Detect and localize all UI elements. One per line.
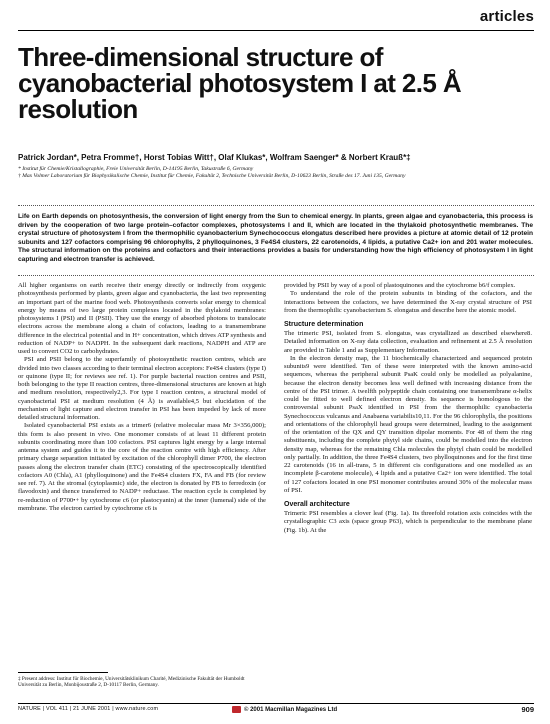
page-number: 909 bbox=[521, 705, 534, 714]
section-label: articles bbox=[479, 8, 534, 25]
footer-rule bbox=[18, 703, 534, 704]
abstract: Life on Earth depends on photosynthesis, the conversion of light energy from the Sun to chemical energy. In plants, green algae and cyanobacteria, this process is driven by the cooperation of two large protein–cofactor complexes, photosystems I and II, which are located in the thylakoid photosynthetic membranes. The crystal structure of photosystem I from the thermophilic cyanobacterium Synechococcus elongatus described here provides a picture at atomic detail of 12 protein subunits and 127 cofactors comprising 96 chlorophylls, 2 phylloquinones, 3 Fe4S4 clusters, 22 carotenoids, 4 lipids, a putative Ca2+ ion and 201 water molecules. The structural information on the proteins and cofactors and their interactions provides a basis for understanding how the high efficiency of photosystem I in light capturing and electron transfer is achieved. bbox=[18, 213, 533, 263]
abstract-bottom-rule bbox=[18, 275, 534, 276]
footnote: ‡ Present address: Institut für Biochemie, Universitätsklinikum Charité, Medizinische Fakultät der Humboldt Universität zu Berlin, Monbijoustraße 2, D-10117 Berlin, Germany. bbox=[18, 676, 245, 689]
body-paragraph: In the electron density map, the 11 biochemically characterized and sequenced protein subunits9 were identified. Ten of these were interpreted with the known amino-acid sequences, whereas the peripheral subunit PsaK could only be modelled as polyalanine, because the electron density becomes less well defined with increasing distance from the centre of the PSI trimer. A twelfth polypeptide chain containing one transmembrane α-helix could be fitted to well defined electron density. Its sequence is homologous to the controversial subunit PsaX identified in PSI from the thermophilic cyanobacteria Synechococcus vulcanus and Anabaena variabilis10,11. For the 96 chlorophylls, the positions and orientations of the chlorophyll head groups were determined, leading to the assignment of the orientation of the QX and QY transition dipolar moments. For 48 of them the ring substituents, including the complete phytyl side chains, could be modelled into the electron density map, whereas for the remaining Chla molecules the phytyl chain could be modelled only partially. In addition, the three Fe4S4 clusters, two phylloquinones and for the first time 22 carotenoids (16 in all-trans, 5 in different cis configurations and one modelled as an incomplete β-carotene molecule), 4 lipids and a putative Ca2+ ion were identified. The total of 127 cofactors located in one PSI monomer contributes around 30% of the molecular mass of PSI. bbox=[284, 354, 532, 494]
body-paragraph: To understand the role of the protein subunits in binding of the cofactors, and the interactions between the cofactors, we have determined the X-ray crystal structure of PSI from the thermophilic cyanobacterium S. elongatus and describe here the atomic model. bbox=[284, 290, 532, 314]
footnote-rule bbox=[18, 672, 108, 673]
body-paragraph: PSI and PSII belong to the superfamily of photosynthetic reaction centres, which are divided into two classes according to their terminal electron acceptors: Fe4S4 clusters (type I) or quinone (type II; for reviews see ref. 1). For purple bacterial reaction centres and PSII, both belonging to the type II reaction centres, three-dimensional structures are known at high and medium resolution, respectively2,3. For type I reaction centres, a structural model of cyanobacterial PSI at medium resolution (4 Å) is available4,5 but elucidation of the mechanism of light capture and electron transfer in PSI has been impeded by lack of more detailed structural information. bbox=[18, 356, 266, 421]
abstract-top-rule bbox=[18, 205, 534, 206]
affiliations bbox=[18, 166, 533, 180]
section-heading: Overall architecture bbox=[284, 501, 350, 508]
body-paragraph: All higher organisms on earth receive their energy directly or indirectly from oxygenic photosynthesis performed by plants, green algae and cyanobacteria, the last two representing an important part of the marine food web. Photosynthesis converts solar energy to chemical energy by means of two large protein complexes located in the thylakoid membranes: photosystems I (PSI) and II (PSII). They use the energy of absorbed photons to translocate electrons across the membrane along a chain of cofactors, leading to a transmembrane difference in the electrical potential and in H+ concentration, which drives ATP synthesis and reduction of NADP+ to NADPH. In the subsequent dark reactions, NADPH and ATP are used to convert CO2 to carbohydrates. bbox=[18, 282, 266, 355]
author-list: Patrick Jordan*, Petra Fromme†, Horst Tobias Witt†, Olaf Klukas*, Wolfram Saenger* & Norbert Krauß*‡ bbox=[18, 153, 411, 162]
copyright bbox=[232, 706, 337, 713]
section-heading: Structure determination bbox=[284, 321, 364, 328]
body-paragraph: Isolated cyanobacterial PSI exists as a trimer6 (relative molecular mass Mr 3×356,000); this form is also present in vivo. One monomer consists of at least 11 different protein subunits coordinating more than 100 cofactors. PSI captures light energy by a large internal antenna system and guides it to the core of the reaction centre with high efficiency. After primary charge separation initiated by excitation of the chlorophyll dimer P700, the electron passes along the electron transfer chain (ETC) consisting of the spectroscopically identified cofactors A0 (Chla), A1 (phylloquinone) and the Fe4S4 clusters FX, FA and FB (for review see ref. 7). At the stromal (cytoplasmic) side, the electron is donated by FB to ferredoxin (or flavodoxin) and thence transferred to NADP+ reductase. The reaction cycle is completed by re-reduction of P700•+ by cytochrome c6 (or plastocyanin) at the inner (lumenal) side of the membrane. The electron carried by cytochrome c6 is bbox=[18, 422, 266, 512]
article-title: Three-dimensional structure of cyanobacterial photosystem I at 2.5 Å resolution bbox=[18, 42, 462, 124]
publisher-logo-icon bbox=[232, 706, 241, 713]
body-paragraph: The trimeric PSI, isolated from S. elongatus, was crystallized as described elsewhere8. Detailed information on X-ray data collection, evaluation and refinement at 2.5 Å resolution are provided in Table 1 and as Supplementary Information. bbox=[284, 330, 532, 354]
affiliation-1: * Institut für Chemie/Kristallographie, Freie Universität Berlin, D-14195 Berlin, Takustraße 6, Germany bbox=[18, 166, 254, 172]
affiliation-2: † Max Volmer Laboratorium für Biophysikalische Chemie, Institut für Chemie, Fakultät 2, Technische Universität Berlin, D-10623 Berlin, Straße des 17. Juni 135, Germany bbox=[18, 173, 406, 180]
journal-citation: NATURE | VOL 411 | 21 JUNE 2001 | www.nature.com bbox=[18, 706, 159, 712]
right-column bbox=[284, 282, 532, 535]
copyright-text: © 2001 Macmillan Magazines Ltd bbox=[244, 706, 338, 713]
body-paragraph: provided by PSII by way of a pool of plastoquinones and the cytochrome b6/f complex. bbox=[284, 282, 516, 289]
left-column bbox=[18, 282, 266, 513]
body-paragraph: Trimeric PSI resembles a clover leaf (Fig. 1a). Its threefold rotation axis coincides with the crystallographic C3 axis (space group P63), which is perpendicular to the membrane plane (Fig. 1b). At the bbox=[284, 510, 532, 534]
header-rule bbox=[18, 30, 534, 31]
